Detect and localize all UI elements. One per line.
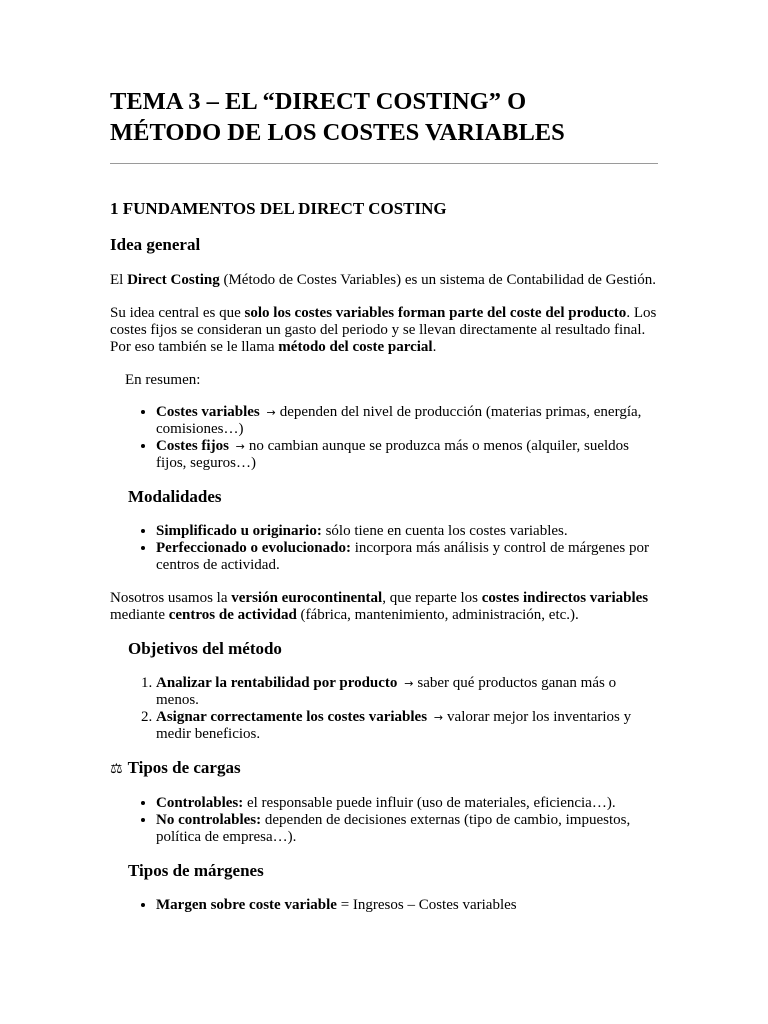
- title-line-2: MÉTODO DE LOS COSTES VARIABLES: [110, 119, 565, 146]
- heading-objetivos: Objetivos del método: [128, 639, 282, 658]
- title-line-1: TEMA 3 – EL “DIRECT COSTING” O: [110, 88, 527, 115]
- list-item: • Costes fijos → no cambian aunque se produzca más o menos (alquiler, sueldos fijos, seguros…): [156, 438, 658, 472]
- cost-types-list: [110, 404, 658, 472]
- list-item: • Controlables: el responsable puede influir (uso de materiales, eficiencia…).: [156, 795, 658, 812]
- heading-idea-general: Idea general: [110, 235, 201, 254]
- summary-intro: En resumen:: [125, 372, 201, 388]
- list-item: 2. Asignar correctamente los costes variables → valorar mejor los inventarios y medir beneficios.: [156, 709, 658, 743]
- arrow-right-icon: →: [235, 440, 245, 453]
- margenes-list: [110, 897, 658, 914]
- list-item: • Simplificado u originario: sólo tiene en cuenta los costes variables.: [156, 523, 658, 540]
- paragraph-central-idea: Su idea central es que solo los costes variables forman parte del coste del producto. Los costes fijos se consideran un gasto del periodo y se llevan directamente al resultado final. Por eso también se le llama método del coste parcial.: [110, 305, 657, 355]
- paragraph-eurocontinental: Nosotros usamos la versión eurocontinental, que reparte los costes indirectos variables mediante centros de actividad (fábrica, mantenimiento, administración, etc.).: [110, 590, 649, 623]
- arrow-right-icon: →: [404, 677, 414, 690]
- term-direct-costing: Direct Costing: [127, 272, 220, 288]
- heading-modalidades: Modalidades: [128, 487, 222, 506]
- list-item: • Margen sobre coste variable = Ingresos – Costes variables: [156, 897, 658, 914]
- heading-tipos-margenes: Tipos de márgenes: [128, 861, 264, 880]
- objetivos-list: [110, 675, 658, 743]
- title-divider: [110, 163, 658, 164]
- section-heading-fundamentos: 1 FUNDAMENTOS DEL DIRECT COSTING: [110, 199, 447, 218]
- list-item: 1. Analizar la rentabilidad por producto → saber qué productos ganan más o menos.: [156, 675, 658, 709]
- list-item: • Perfeccionado o evolucionado: incorpora más análisis y control de márgenes por centros de actividad.: [156, 540, 658, 574]
- heading-tipos-cargas: ⚖ Tipos de cargas: [110, 758, 241, 777]
- list-item: • No controlables: dependen de decisiones externas (tipo de cambio, impuestos, política de empresa…).: [156, 812, 658, 846]
- document-title: [110, 86, 658, 148]
- arrow-right-icon: →: [266, 406, 276, 419]
- cargas-list: [110, 795, 658, 846]
- balance-scale-icon: ⚖: [110, 761, 123, 777]
- document-body: [110, 86, 658, 914]
- arrow-right-icon: →: [433, 711, 444, 724]
- list-item: • Costes variables → dependen del nivel de producción (materias primas, energía, comisiones…): [156, 404, 658, 438]
- modalidades-list: [110, 523, 658, 574]
- paragraph-definition: El Direct Costing (Método de Costes Variables) es un sistema de Contabilidad de Gestión.: [110, 272, 657, 288]
